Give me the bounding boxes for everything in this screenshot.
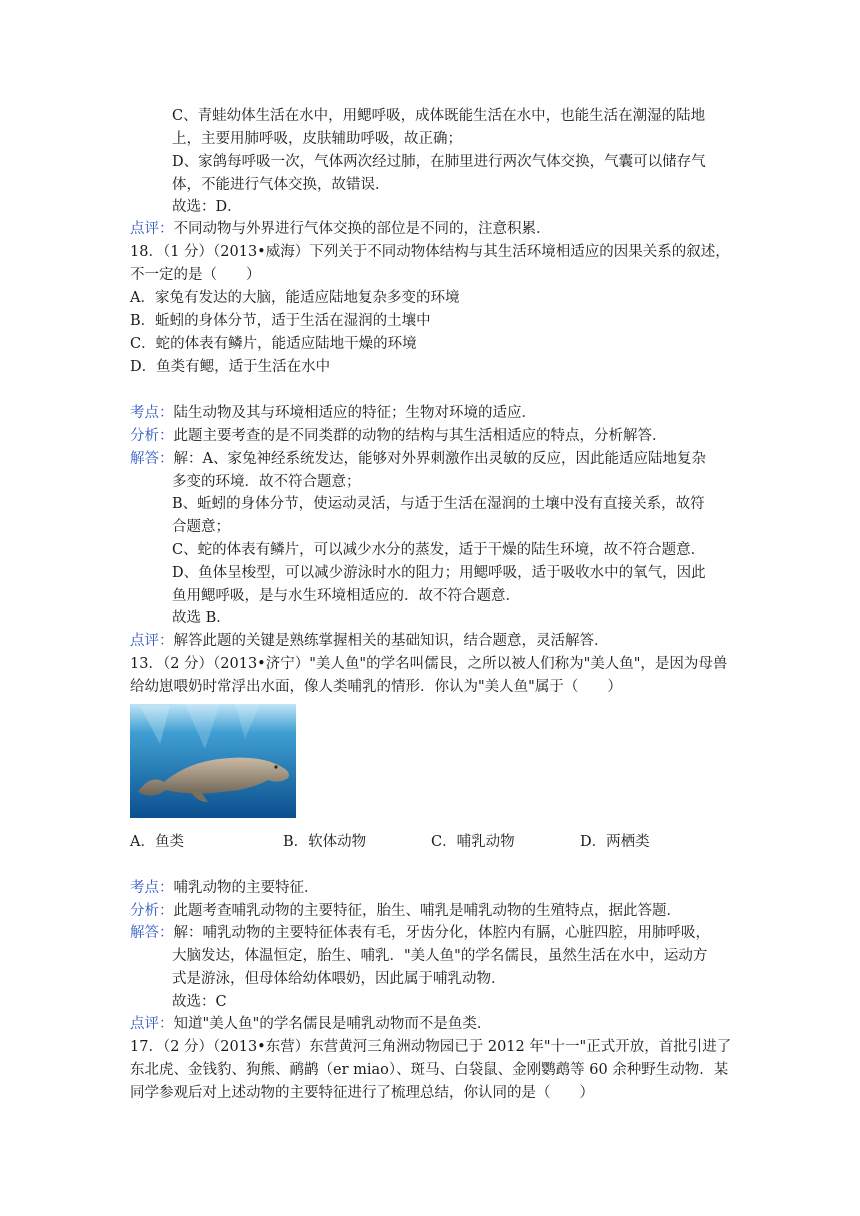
review-text: 知道"美人鱼"的学名儒艮是哺乳动物而不是鱼类．: [173, 1016, 492, 1032]
answer-line: 体，不能进行气体交换，故错误．: [172, 177, 390, 193]
analysis-text: 此题主要考查的是不同类群的动物的结构与其生活相适应的特点，分析解答．: [173, 428, 667, 444]
answer-text: 解：A、家兔神经系统发达，能够对外界刺激作出灵敏的反应，因此能适应陆地复杂: [173, 451, 706, 467]
answer-label: 解答：: [130, 925, 174, 941]
option-d: D．两栖类: [580, 834, 650, 850]
answer-line: 大脑发达，体温恒定，胎生、哺乳．"美人鱼"的学名儒艮，虽然生活在水中，运动方: [172, 948, 708, 964]
answer-line: 故选：C: [172, 994, 227, 1010]
answer-line: D、鱼体呈梭型，可以减少游泳时水的阻力；用鳃呼吸，适于吸收水中的氧气，因此: [172, 565, 706, 581]
point-line: [130, 403, 536, 423]
question-18-stem: 18．（1 分）（2013•威海）下列关于不同动物体结构与其生活环境相适应的因果关系的叙述，: [130, 244, 730, 260]
option-b: B．软体动物: [283, 834, 367, 850]
analysis-label: 分析：: [130, 428, 174, 444]
analysis-text: 此题考查哺乳动物的主要特征，胎生、哺乳是哺乳动物的生殖特点，据此答题．: [173, 903, 681, 919]
answer-line: [130, 449, 706, 469]
option-a: A．家兔有发达的大脑，能适应陆地复杂多变的环境: [130, 290, 460, 306]
answer-line: [130, 923, 710, 943]
answer-line: C、青蛙幼体生活在水中，用鳃呼吸，成体既能生活在水中，也能生活在潮湿的陆地: [172, 108, 706, 124]
option-d: D．鱼类有鳃，适于生活在水中: [130, 359, 331, 375]
option-a: A．鱼类: [130, 834, 184, 850]
question-13-stem: 13．（2 分）（2013•济宁）"美人鱼"的学名叫儒艮，之所以被人们称为"美人鱼"，是因为母兽: [130, 656, 728, 672]
option-b: B．蚯蚓的身体分节，适于生活在湿润的土壤中: [130, 313, 431, 329]
review-text: 不同动物与外界进行气体交换的部位是不同的，注意积累．: [173, 221, 551, 237]
answer-line: 故选 B．: [172, 610, 231, 626]
analysis-line: [130, 426, 667, 446]
option-c: C．哺乳动物: [431, 834, 515, 850]
review-label: 点评：: [130, 221, 174, 237]
review-line: [130, 631, 609, 651]
question-17-stem: 同学参观后对上述动物的主要特征进行了梳理总结，你认同的是（ ）: [130, 1085, 594, 1101]
review-label: 点评：: [130, 1016, 174, 1032]
review-line: [130, 1014, 491, 1034]
question-17-stem: 17．（2 分）（2013•东营）东营黄河三角洲动物园已于 2012 年"十一"正式开放，首批引进了: [130, 1039, 732, 1055]
answer-line: 故选：D．: [172, 199, 242, 215]
point-line: [130, 878, 319, 898]
dugong-image: [130, 704, 296, 818]
review-label: 点评：: [130, 633, 174, 649]
answer-line: 式是游泳，但母体给幼体喂奶，因此属于哺乳动物．: [172, 971, 506, 987]
answer-label: 解答：: [130, 451, 174, 467]
question-13-stem: 给幼崽喂奶时常浮出水面，像人类哺乳的情形．你认为"美人鱼"属于（ ）: [130, 679, 622, 695]
answer-line: 合题意；: [172, 519, 230, 535]
analysis-line: [130, 901, 681, 921]
answer-line: B、蚯蚓的身体分节，使运动灵活，与适于生活在湿润的土壤中没有直接关系，故符: [172, 496, 705, 512]
review-text: 解答此题的关键是熟练掌握相关的基础知识，结合题意，灵活解答．: [173, 633, 609, 649]
point-text: 哺乳动物的主要特征．: [173, 880, 319, 896]
option-c: C．蛇的体表有鳞片，能适应陆地干燥的环境: [130, 336, 417, 352]
answer-text: 解：哺乳动物的主要特征体表有毛，牙齿分化，体腔内有膈，心脏四腔，用肺呼吸，: [173, 925, 710, 941]
question-17-stem: 东北虎、金钱豹、狗熊、鸸鹋（er miao）、斑马、白袋鼠、金刚鹦鹉等 60 余种野生动物．某: [130, 1062, 729, 1078]
point-label: 考点：: [130, 880, 174, 896]
answer-line: 多变的环境．故不符合题意；: [172, 474, 361, 490]
answer-line: D、家鸽每呼吸一次，气体两次经过肺，在肺里进行两次气体交换，气囊可以储存气: [172, 154, 706, 170]
question-18-stem: 不一定的是（ ）: [130, 267, 261, 283]
review-line: [130, 219, 551, 239]
answer-line: 上，主要用肺呼吸，皮肤辅助呼吸，故正确；: [172, 131, 462, 147]
point-text: 陆生动物及其与环境相适应的特征；生物对环境的适应．: [173, 405, 536, 421]
answer-line: C、蛇的体表有鳞片，可以减少水分的蒸发，适于干燥的陆生环境，故不符合题意．: [172, 542, 706, 558]
dugong-photo: [130, 704, 296, 818]
point-label: 考点：: [130, 405, 174, 421]
answer-line: 鱼用鳃呼吸，是与水生环境相适应的．故不符合题意．: [172, 588, 520, 604]
analysis-label: 分析：: [130, 903, 174, 919]
